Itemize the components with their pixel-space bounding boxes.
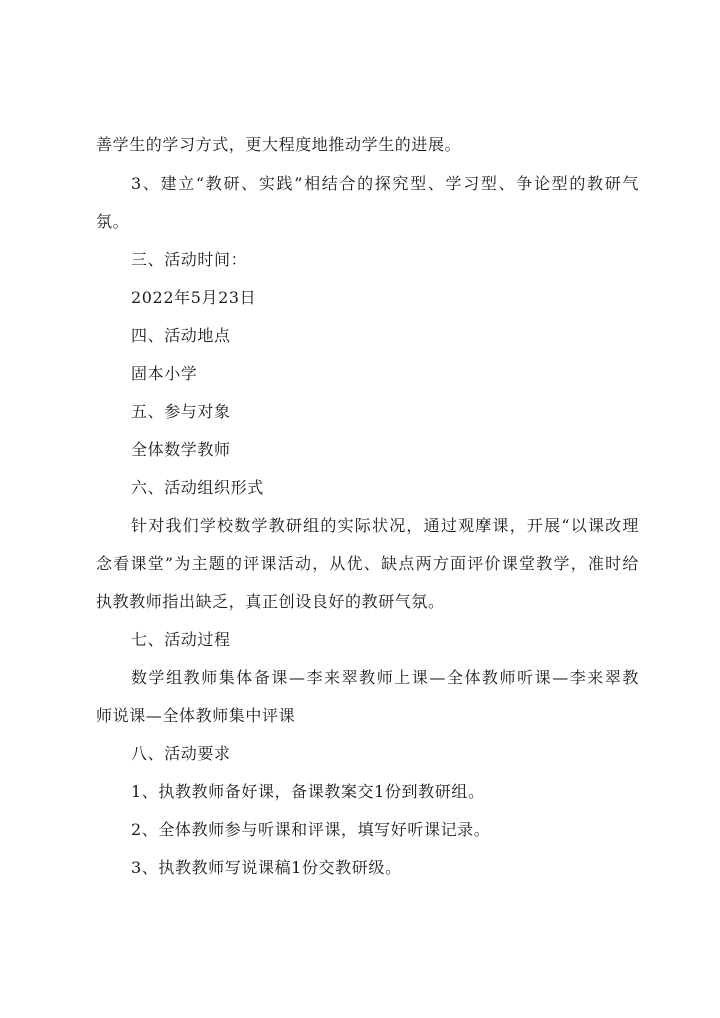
goal-3-line-1: 3、建立“教研、实践”相结合的探究型、学习型、争论型的教研气 [131,174,639,193]
section-8-heading: 八、活动要求 [131,744,231,763]
organization-paragraph-line-1: 针对我们学校数学教研组的实际状况，通过观摩课，开展“以课改理 [131,516,639,535]
section-5-heading: 五、参与对象 [131,402,231,421]
section-7-heading: 七、活动过程 [131,630,231,649]
activity-date: 2022年5月23日 [131,288,257,307]
process-paragraph-line-2: 师说课—全体教师集中评课 [96,706,296,725]
goal-3-line-2: 氛。 [96,212,130,231]
requirement-2: 2、全体教师参与听课和评课，填写好听课记录。 [131,820,491,839]
section-4-heading: 四、活动地点 [131,326,231,345]
organization-paragraph-line-2: 念看课堂”为主题的评课活动，从优、缺点两方面评价课堂教学，准时给 [96,554,639,573]
paragraph-continuation-line: 善学生的学习方式，更大程度地推动学生的进展。 [96,135,462,154]
process-paragraph-line-1: 数学组教师集体备课—李来翠教师上课—全体教师听课—李来翠教 [131,668,639,687]
activity-location: 固本小学 [131,364,198,383]
section-6-heading: 六、活动组织形式 [131,478,264,497]
organization-paragraph-line-3: 执教教师指出缺乏，真正创设良好的教研气氛。 [96,592,445,611]
requirement-3: 3、执教教师写说课稿1份交教研级。 [131,858,402,877]
section-3-heading: 三、活动时间： [131,250,248,269]
participants: 全体数学教师 [131,440,231,459]
requirement-1: 1、执教教师备好课，备课教案交1份到教研组。 [131,782,485,801]
